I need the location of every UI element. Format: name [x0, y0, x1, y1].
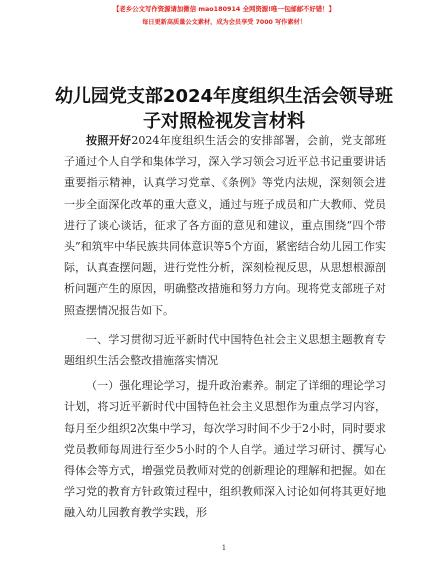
- paragraph-text: 2024年度组织生活会的安排部署，会前，党支部班子通过个人自学和集体学习，深入学习领会习近平总书记重要讲话重要指示精神，认真学习党章、《条例》等党内法规，深刻领会进一步全面深化改革的重大意义，通过与班子成员和广大教师、党员进行了谈心谈话，征求了各方面的意见和建议，重点围绕“四个带头”和筑牢中华民族共同体意识等5个方面，紧密结合幼儿园工作实际，认真查摆问题，进行党性分析，深刻检视反思，从思想根源剖析问题产生的原因，明确整改措施和努力方向。现将党支部班子对照查摆情况报告如下。: [64, 134, 387, 317]
- section-heading: 一、学习贯彻习近平新时代中国特色社会主义思想主题教育专题组织生活会整改措施落实情况: [64, 332, 386, 368]
- paragraph-intro: [64, 130, 386, 321]
- banner-line-2: 每日更新高质量公文素材，成为会员享受 7000 写作素材！: [142, 19, 306, 26]
- promo-banner: [0, 3, 448, 29]
- page-number: 1: [221, 544, 227, 552]
- banner-line-1: 【老乡公文写作资源请加微信 mao180914 全网资源!唯一包邮邮不好错！】: [113, 5, 335, 13]
- paragraph-lead: 按照开好: [86, 134, 132, 147]
- document-body: [64, 130, 386, 524]
- paragraph-subsection: （一）强化理论学习，提升政治素养。制定了详细的理论学习计划，将习近平新时代中国特色社会主义思想作为重点学习内容，每月至少组织2次集中学习，每次学习时间不少于2小时，同时要求党员教师每周进行至少5小时的个人自学。通过学习研讨、撰写心得体会等方式，增强党员教师对党的创新理论的理解和把握。如在学习党的教育方针政策过程中，组织教师深入讨论如何将其更好地融入幼儿园教育教学实践，形: [64, 379, 386, 520]
- document-title: 幼儿园党支部2024年度组织生活会领导班子对照检视发言材料: [54, 86, 394, 132]
